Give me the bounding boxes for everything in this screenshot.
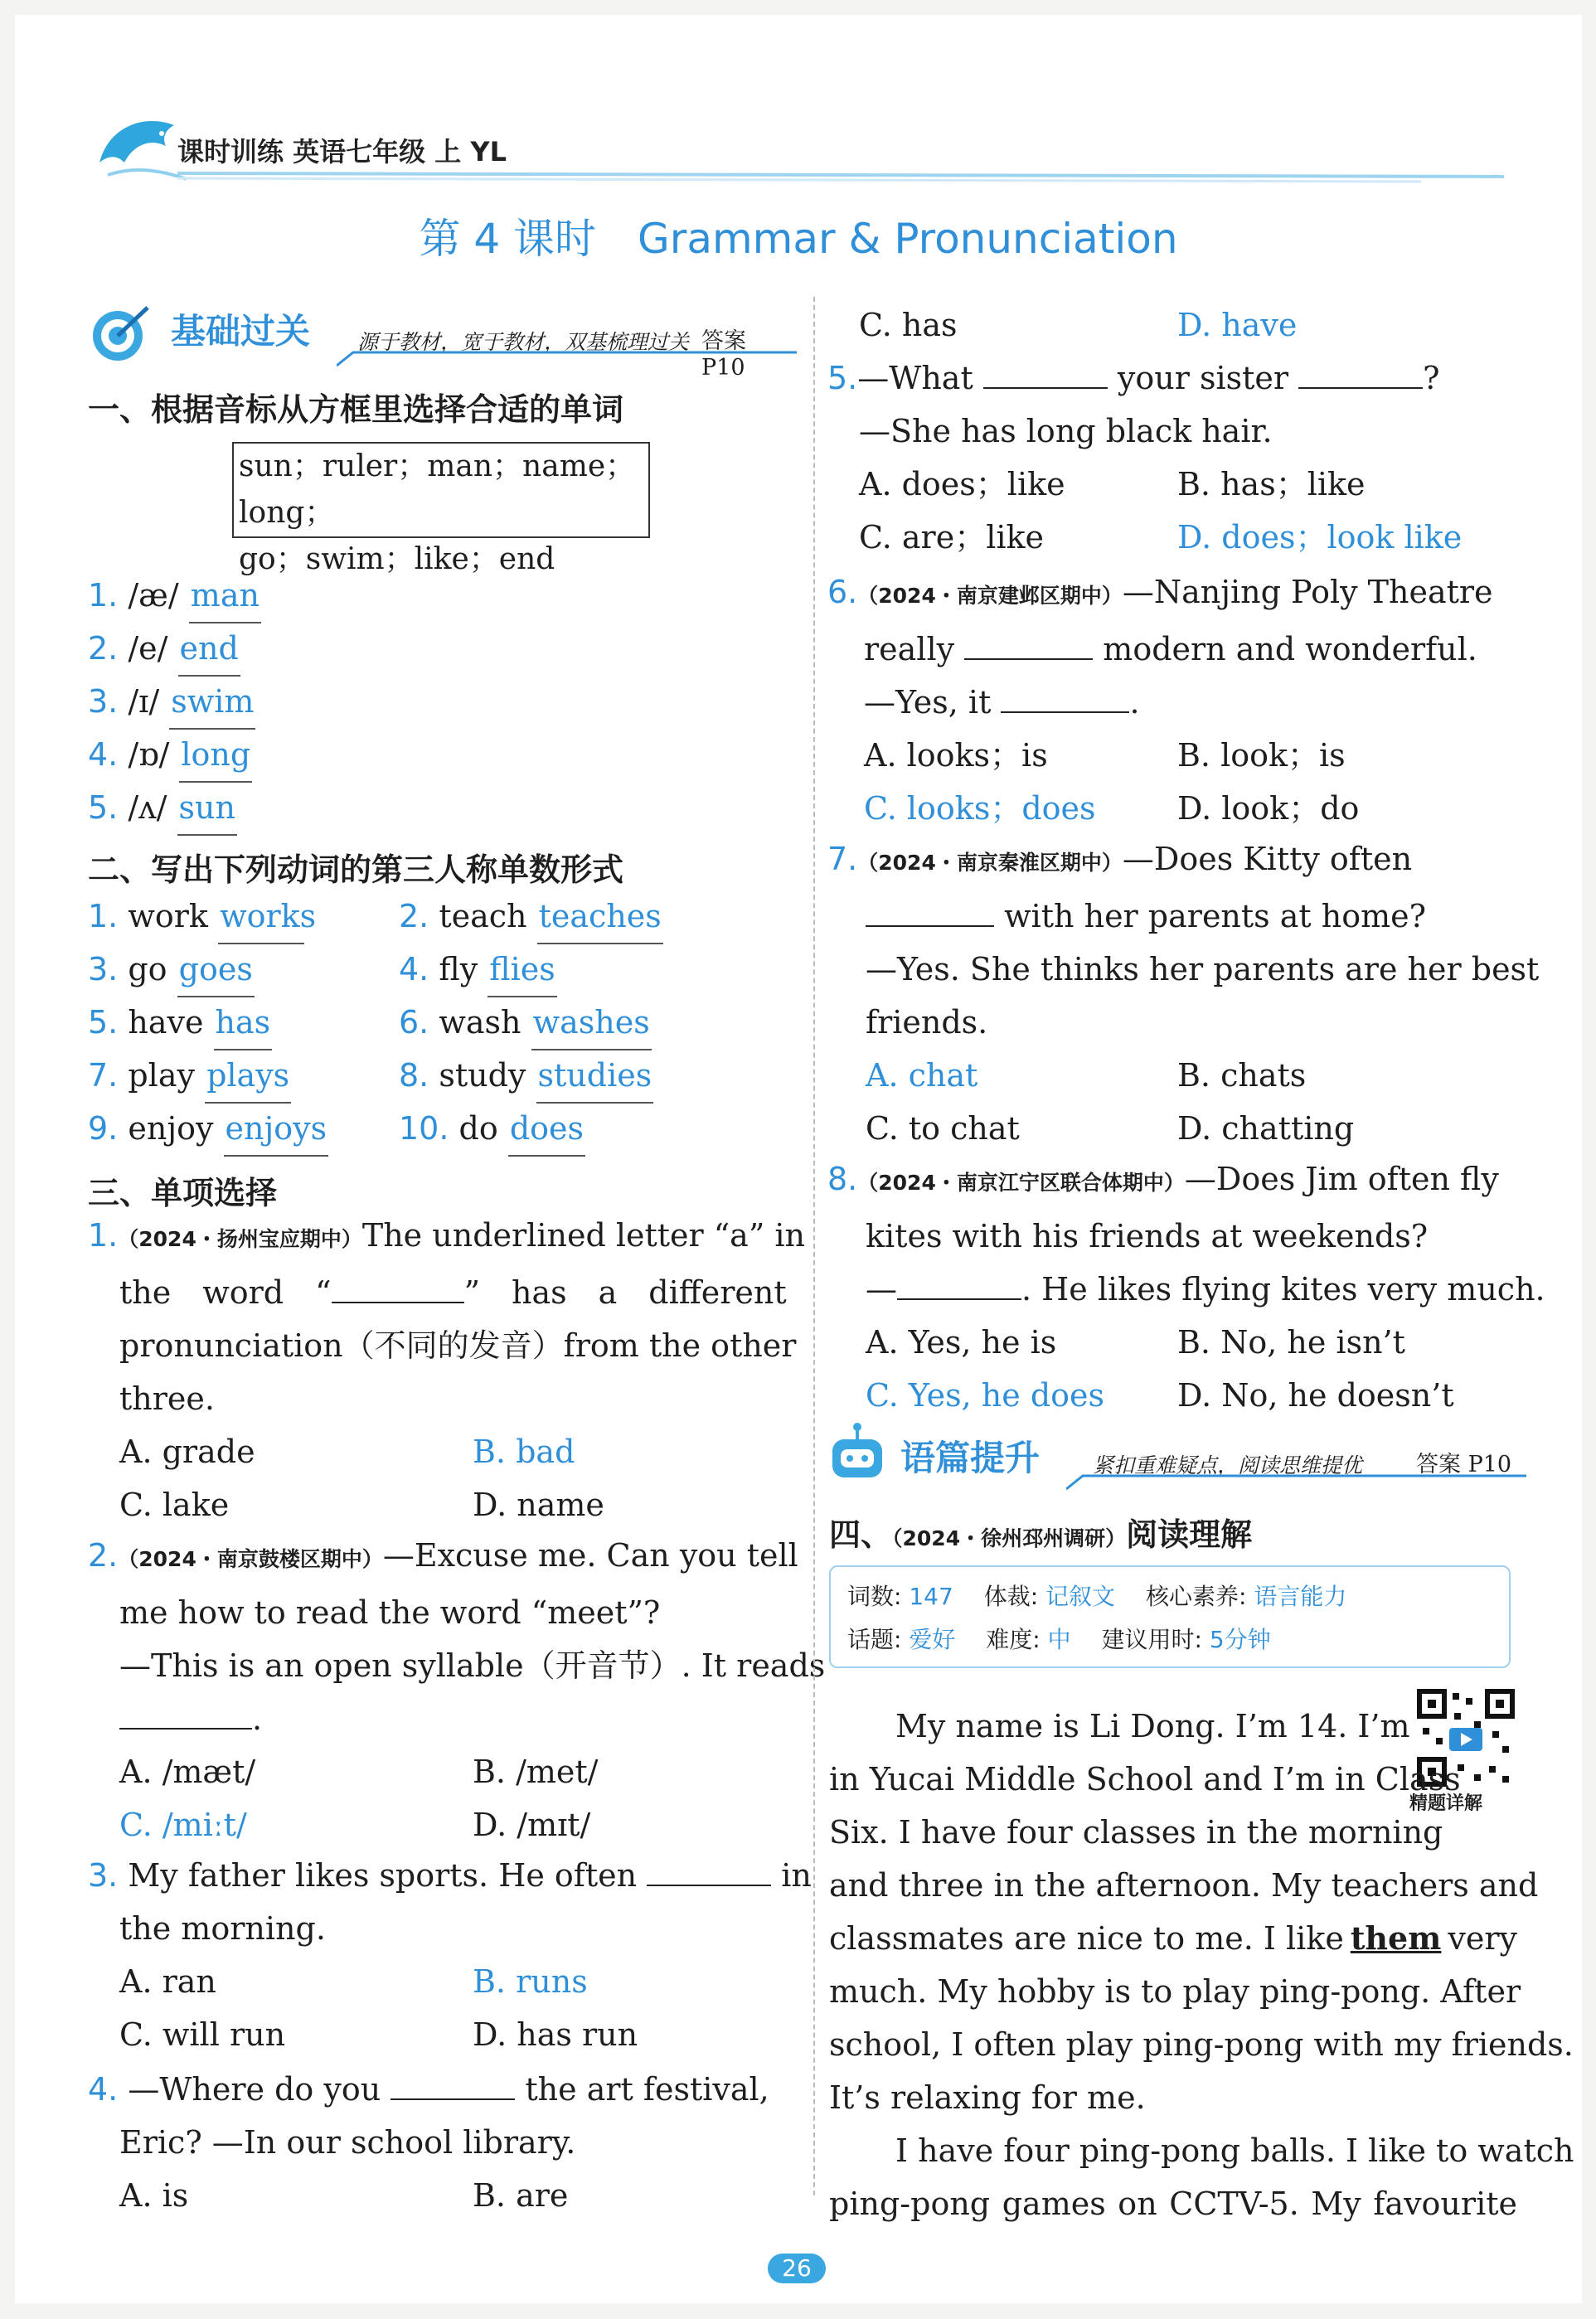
word-box [232, 442, 650, 576]
part2-heading: 二、写出下列动词的第三人称单数形式 [88, 851, 624, 888]
question-6: 6.（2024・南京建邺区期中）—Nanjing Poly Theatre really modern and wonderful. —Yes, it . A. looks；is B. look；is C. looks；does D. look；do [827, 574, 1493, 827]
header-rule [177, 168, 1521, 185]
list-item: 2. /e/ end [88, 622, 261, 675]
answer: sun [177, 781, 237, 836]
section-reading-answer: 答案 P10 [1416, 1452, 1512, 1477]
part1-items [88, 569, 261, 834]
section-basic-answer: 答案 P10 [701, 328, 746, 381]
question-8: 8.（2024・南京江宁区联合体期中）—Does Jim often fly kites with his friends at weekends? — . He likes flying kites very much. A. Yes, he is B. No, he isn’t C. Yes, he does D. No, he doesn’t [827, 1161, 1545, 1414]
page [15, 15, 1582, 2303]
word-box-line2: go；swim；like；end [239, 542, 555, 576]
passage-line: and three in the afternoon. My teachers and [829, 1867, 1539, 1904]
qr-label: 精题详解 [1409, 1793, 1483, 1814]
header-series: 课时训练 英语七年级 上 YL [177, 136, 507, 167]
question-7: 7.（2024・南京秦淮区期中）—Does Kitty often with her parents at home? —Yes. She thinks her parents are her best friends. A. chat B. chats C. to chat D. chatting [827, 841, 1540, 1147]
column-divider [813, 297, 815, 2195]
table-row: 9. enjoy enjoys 10. do does [88, 1102, 801, 1155]
list-item: 3. /ɪ/ swim [88, 675, 261, 728]
question-4-cont: C. has D. have [859, 307, 1298, 343]
question-4: 4. —Where do you the art festival, Eric? —In our school library. A. is B. are [88, 2071, 769, 2214]
question-1: 1.（2024・扬州宝应期中）The underlined letter “a” in the word “ ” has a different pronunciation（不同的发音）from the other three. A. grade B. bad C. lake D. name [88, 1217, 805, 1523]
section-basic-desc: 源于教材，宽于教材，双基梳理过关 [357, 330, 690, 354]
passage-line: Six. I have four classes in the morning [829, 1814, 1443, 1851]
list-item: 4. /ɒ/ long [88, 728, 261, 781]
table-row: 7. play plays 8. study studies [88, 1049, 801, 1102]
part3-heading: 三、单项选择 [88, 1175, 278, 1211]
answer: swim [169, 675, 255, 730]
section-reading-desc: 紧扣重难疑点，阅读思维提优 [1093, 1453, 1363, 1477]
banner-rule [337, 351, 801, 367]
banner-rule [1066, 1474, 1531, 1491]
passage-line: I have four ping-pong balls. I like to watch [895, 2132, 1574, 2169]
table-row: 3. go goes 4. fly flies [88, 943, 801, 996]
page-number: 26 [768, 2254, 826, 2283]
answer: long [179, 728, 252, 783]
underlined-word: them [1350, 1919, 1442, 1957]
passage-line: in Yucai Middle School and I’m in Class [829, 1761, 1461, 1797]
passage-line: school, I often play ping-pong with my friends. [829, 2026, 1574, 2063]
word-box-line1: sun；ruler；man；name；long； [239, 449, 636, 530]
passage-line: much. My hobby is to play ping-pong. After [829, 1973, 1521, 2010]
section-basic-label: 基础过关 [171, 311, 311, 352]
section-reading-banner [826, 1421, 1531, 1487]
table-row: 1. work works 2. teach teaches [88, 890, 801, 943]
target-icon [88, 301, 154, 367]
section-basic-banner [88, 301, 797, 381]
passage-line: ping-pong games on CCTV-5. My favourite [829, 2186, 1517, 2222]
answer: end [178, 622, 240, 677]
answer: man [189, 569, 261, 623]
reading-info-box: 词数: 147 体裁: 记叙文 核心素养: 语言能力 话题: 爱好 难度: 中 建议用时: 5分钟 [829, 1565, 1511, 1668]
list-item: 5. /ʌ/ sun [88, 781, 261, 834]
question-3: 3. My father likes sports. He often in the morning. A. ran B. runs C. will run D. has run [88, 1857, 812, 2053]
page-title: 第 4 课时 Grammar & Pronunciation [419, 215, 1178, 263]
robot-icon [826, 1421, 892, 1487]
question-2: 2.（2024・南京鼓楼区期中）—Excuse me. Can you tell me how to read the word “meet”? —This is an open syllable（开音节）. It reads . A. /mæt/ B. /met/ C. /miːt/ D. /mɪt/ [88, 1537, 826, 1843]
part4-heading: 四、（2024・徐州邳州调研）阅读理解 [829, 1516, 1253, 1553]
passage-line: It’s relaxing for me. [829, 2079, 1146, 2116]
reading-passage [829, 1700, 1574, 2230]
dolphin-logo-icon [91, 104, 191, 187]
passage-line: classmates are nice to me. I like them very [829, 1912, 1517, 1965]
part2-items [88, 890, 801, 1155]
question-5: 5.—What your sister ? —She has long black hair. A. does；like B. has；like C. are；like D. does；look like [827, 360, 1463, 555]
part1-heading: 一、根据音标从方框里选择合适的单词 [88, 391, 624, 428]
passage-line: My name is Li Dong. I’m 14. I’m [895, 1708, 1410, 1744]
list-item: 1. /æ/ man [88, 569, 261, 622]
table-row: 5. have has 6. wash washes [88, 996, 801, 1049]
section-reading-label: 语篇提升 [900, 1438, 1041, 1478]
